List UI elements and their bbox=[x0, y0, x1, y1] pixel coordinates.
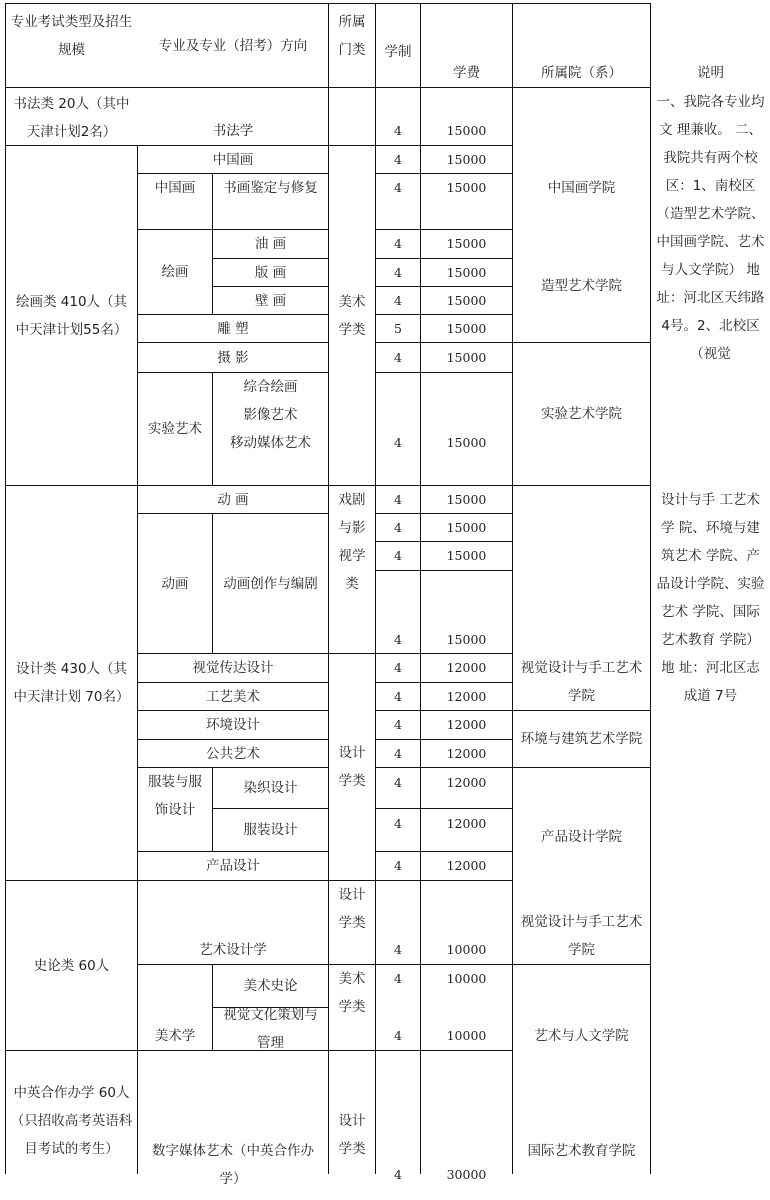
major-textile: 染织设计 bbox=[243, 780, 298, 796]
duration-cell: 4 bbox=[394, 660, 402, 675]
major-animation: 动 画 bbox=[217, 491, 249, 508]
major-env-design: 环境设计 bbox=[206, 717, 260, 733]
major-art-history: 美术史论 bbox=[243, 978, 298, 994]
fee-cell: 12000 bbox=[446, 660, 487, 675]
fee-cell: 15000 bbox=[446, 349, 487, 365]
header-major: 专业及专业（招考）方向 bbox=[158, 37, 308, 54]
discipline-design-3: 设计学类 bbox=[338, 1113, 366, 1157]
college-international: 国际艺术教育学院 bbox=[527, 1143, 636, 1159]
major-visual-comm: 视觉传达设计 bbox=[192, 660, 274, 676]
section-painting: 绘画类 410人（其中天津计划55名） bbox=[15, 293, 128, 338]
major-sculpture: 雕 塑 bbox=[217, 320, 249, 337]
duration-cell: 5 bbox=[394, 320, 402, 336]
fee-cell: 15000 bbox=[446, 236, 487, 251]
header-note: 说明 bbox=[697, 65, 724, 81]
major-product: 产品设计 bbox=[206, 858, 260, 874]
major-oil: 油 画 bbox=[254, 236, 287, 252]
group-fine-arts: 美术学 bbox=[154, 1028, 196, 1044]
duration-cell: 4 bbox=[394, 548, 402, 563]
duration-cell: 4 bbox=[394, 942, 402, 957]
fee-cell: 15000 bbox=[446, 548, 487, 563]
header-fee: 学费 bbox=[453, 65, 480, 81]
fee-cell: 10000 bbox=[446, 970, 487, 986]
college-chinese-painting: 中国画学院 bbox=[547, 179, 616, 196]
duration-cell: 4 bbox=[394, 236, 402, 251]
discipline-fine-arts-2: 美术学类 bbox=[338, 971, 366, 1015]
fee-cell: 15000 bbox=[446, 434, 487, 450]
duration-cell: 4 bbox=[394, 1166, 402, 1182]
duration-cell: 4 bbox=[394, 179, 402, 195]
major-photo: 摄 影 bbox=[217, 349, 249, 366]
fee-cell: 15000 bbox=[446, 491, 487, 507]
duration-cell: 4 bbox=[394, 717, 402, 732]
fee-cell: 12000 bbox=[446, 774, 487, 790]
major-anim-creation: 动画创作与编剧 bbox=[223, 575, 318, 592]
fee-cell: 15000 bbox=[446, 631, 487, 647]
duration-cell: 4 bbox=[394, 774, 402, 790]
major-comprehensive: 综合绘画 bbox=[243, 378, 298, 395]
duration-cell: 4 bbox=[394, 688, 402, 704]
duration-cell: 4 bbox=[394, 349, 402, 365]
header-duration: 学制 bbox=[384, 44, 412, 60]
duration-cell: 4 bbox=[394, 434, 402, 450]
fee-cell: 12000 bbox=[446, 745, 487, 761]
duration-cell: 4 bbox=[394, 519, 402, 535]
major-mural: 壁 画 bbox=[254, 292, 287, 309]
fee-cell: 15000 bbox=[446, 320, 487, 336]
duration-cell: 4 bbox=[394, 815, 402, 831]
duration-cell: 4 bbox=[394, 858, 402, 873]
college-arts-humanities: 艺术与人文学院 bbox=[534, 1028, 629, 1044]
major-digital-media: 数字媒体艺术（中英合作办学） bbox=[152, 1143, 314, 1187]
college-product-design: 产品设计学院 bbox=[541, 829, 622, 845]
duration-cell: 4 bbox=[394, 151, 402, 167]
fee-cell: 12000 bbox=[446, 815, 487, 831]
major-video-art: 影像艺术 bbox=[243, 406, 298, 423]
fee-cell: 10000 bbox=[446, 942, 487, 957]
duration-cell: 4 bbox=[394, 745, 402, 761]
group-chinese-painting: 中国画 bbox=[154, 180, 196, 196]
college-env-arch: 环境与建筑艺术学院 bbox=[520, 731, 643, 747]
fee-cell: 15000 bbox=[446, 123, 487, 138]
header-college: 所属院（系） bbox=[541, 65, 622, 81]
major-public-art: 公共艺术 bbox=[206, 745, 260, 762]
fee-cell: 12000 bbox=[446, 717, 487, 732]
grid-line bbox=[375, 372, 513, 373]
fee-cell: 12000 bbox=[446, 688, 487, 704]
discipline-drama: 戏剧与影视学类 bbox=[338, 492, 366, 592]
major-calligraphy: 书法学 bbox=[212, 123, 254, 139]
duration-cell: 4 bbox=[394, 123, 402, 138]
college-plastic-arts: 造型艺术学院 bbox=[541, 278, 622, 294]
discipline-design-2: 设计学类 bbox=[338, 887, 366, 931]
duration-cell: 4 bbox=[394, 491, 402, 507]
section-history: 史论类 60人 bbox=[33, 957, 110, 974]
section-calligraphy: 书法类 20人（其中天津计划2名） bbox=[13, 96, 130, 140]
section-coop: 中英合作办学 60人（只招收高考英语科目考试的考生） bbox=[10, 1085, 133, 1157]
major-visual-culture: 视觉文化策划与管理 bbox=[223, 1008, 318, 1050]
fee-cell: 15000 bbox=[446, 151, 487, 167]
fee-cell: 15000 bbox=[446, 264, 487, 280]
college-experimental: 实验艺术学院 bbox=[541, 406, 622, 422]
major-craft: 工艺美术 bbox=[206, 688, 260, 705]
duration-cell: 4 bbox=[394, 264, 402, 280]
fee-cell: 15000 bbox=[446, 292, 487, 308]
major-chinese-painting: 中国画 bbox=[212, 151, 254, 168]
header-dept-type: 所属门类 bbox=[338, 14, 366, 58]
major-art-design: 艺术设计学 bbox=[199, 942, 267, 958]
discipline-design: 设计学类 bbox=[338, 745, 366, 789]
group-animation: 动画 bbox=[161, 575, 189, 592]
duration-cell: 4 bbox=[394, 631, 402, 647]
note-campuses-2: 设计与手 工艺术学 院、环境与建筑艺术 学院、产品设计学院、实验艺术 学院、国际艺术教育 学院）地 址：河北区志成道 7号 bbox=[656, 492, 765, 704]
duration-cell: 4 bbox=[394, 1028, 402, 1043]
college-visual-design-craft: 视觉设计与手工艺术学院 bbox=[520, 660, 643, 704]
duration-cell: 4 bbox=[394, 292, 402, 308]
note-campuses-1: 一、我院各专业均文 理兼收。 二、我院共有两个校区：1、南校区（造型艺术学院、中国画学院、艺术与人文学院） 地址：河北区天纬路 4号。2、北校区（视觉 bbox=[656, 94, 765, 362]
group-painting: 绘画 bbox=[161, 264, 189, 280]
major-print: 版 画 bbox=[254, 264, 287, 281]
major-mobile-media: 移动媒体艺术 bbox=[230, 435, 311, 451]
group-fashion: 服装与服饰设计 bbox=[148, 774, 202, 818]
fee-cell: 15000 bbox=[446, 179, 487, 195]
header-category: 专业考试类型及招生规模 bbox=[10, 14, 133, 58]
major-fashion: 服装设计 bbox=[243, 822, 298, 838]
grid-line bbox=[375, 570, 513, 571]
fee-cell: 15000 bbox=[446, 519, 487, 535]
discipline-fine-arts: 美术学类 bbox=[338, 293, 366, 338]
fee-cell: 10000 bbox=[446, 1028, 487, 1043]
group-experimental: 实验艺术 bbox=[148, 421, 202, 437]
duration-cell: 4 bbox=[394, 970, 402, 986]
major-painting-appraisal: 书画鉴定与修复 bbox=[223, 180, 318, 196]
section-design: 设计类 430人（其中天津计划 70名） bbox=[13, 661, 130, 705]
fee-cell: 12000 bbox=[446, 858, 487, 873]
college-visual-design-craft-2: 视觉设计与手工艺术学院 bbox=[520, 914, 643, 958]
fee-cell: 30000 bbox=[446, 1166, 487, 1182]
